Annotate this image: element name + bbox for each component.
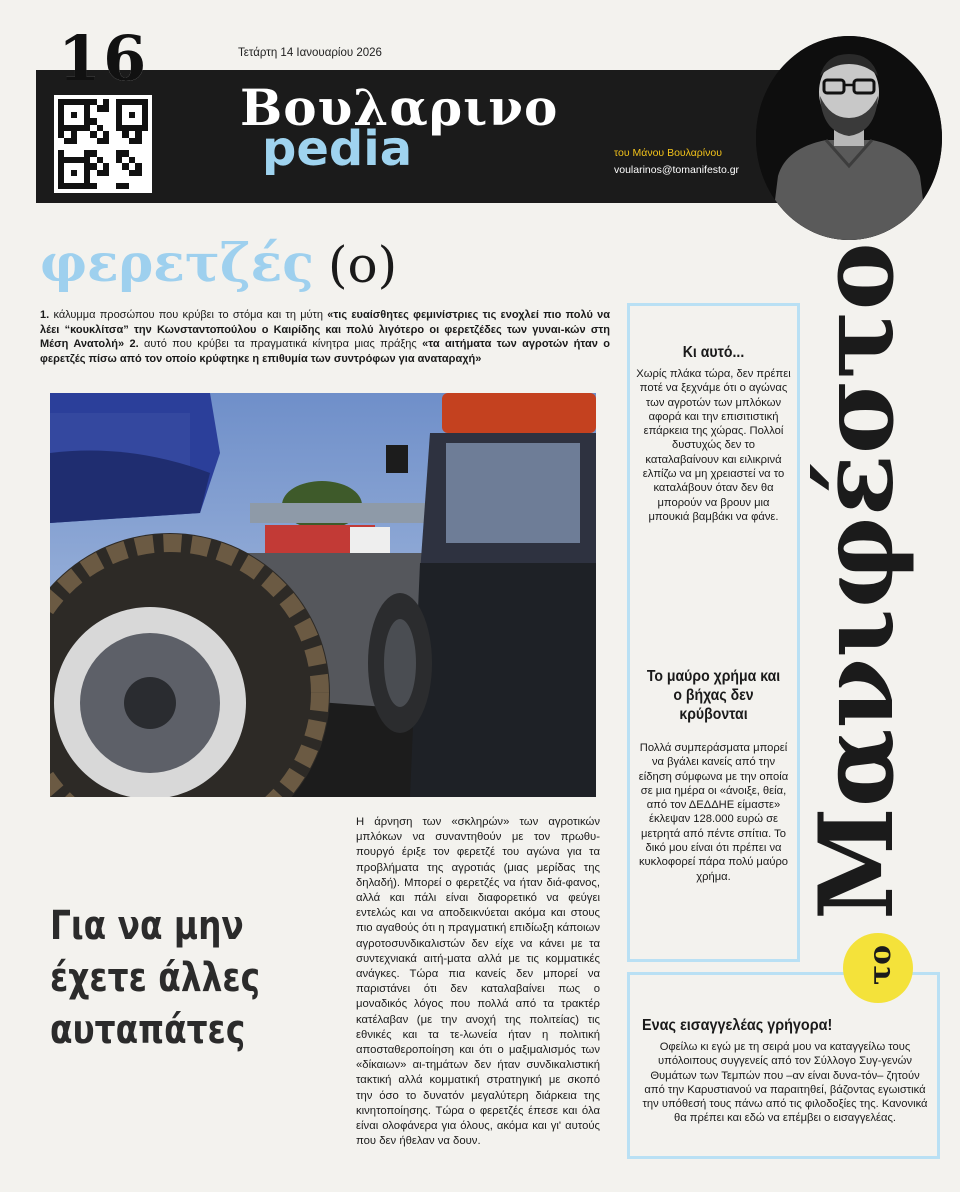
box3-title: Ενας εισαγγελέας γρήγορα! [642, 1017, 833, 1034]
headline-line-3: αυταπάτες [50, 1007, 246, 1053]
definition-number-1: 1. [40, 309, 50, 321]
page-number: 16 [58, 22, 149, 95]
definition-example-1: «τις ευαίσθητες φεμινίστριες τις ενοχλεί πιο πολύ να λέει “κουκλίτσα” την Κωνσταντοπούλου ο Καιρίδης και πολύ λιγότερο οι φερετζέδες των γυναι-κών στη Μέση Ανατολή» [40, 309, 610, 350]
definition-text [40, 308, 610, 366]
author-byline: του Μάνου Βουλαρίνου [614, 147, 722, 159]
author-email[interactable]: voularinos@tomanifesto.gr [614, 164, 740, 176]
box1-text: Χωρίς πλάκα τώρα, δεν πρέπει ποτέ να ξεχνάμε ότι ο αγώνας των αγροτών των μπλόκων αφορά και την επισιτιστική επάρκεια της χώρας. Πολλοί δυστυχώς δεν το καταλαβαίνουν και ειλικρινά ελπίζω να μη χρειαστεί να το καταλάβουν όταν δεν θα μπορούν να βρουν μια μπουκιά βαμβάκι να φάνε. [636, 368, 791, 523]
column-name-article: το [863, 944, 898, 985]
headword-gender-tag: (ο) [328, 236, 398, 294]
author-photo [756, 36, 942, 240]
issue-date: Τετάρτη 14 Ιανουαρίου 2026 [238, 47, 382, 59]
box2-title: Το μαύρο χρήμα και ο βήχας δεν κρύβονται [646, 668, 781, 723]
article-body: Η άρνηση των «σκληρών» των αγροτικών μπλόκων να συναντηθούν με τον πρωθυ-πουργό έριξε τον φερετζέ του αγώνα για τα προβλήματα της αγροτιάς (μιας μερίδας της δηλαδή). Μπορεί ο φερετζές να ήταν διά-φανος, αλλά και πάλι είναι διαφορετικό να φεύγει εντελώς και να αποδεικνύεται ακόμα και στους πιο αγαθούς ότι η πραγματική επιδίωξη κάποιων αγροτοσυνδικαλιστών δεν είχε να κάνει με τα συντεχνιακά αιτή-ματα αλλά με τις κομματικές ανάγκες. Τώρα πια κανείς δεν μπορεί να παριστάνει ότι δεν καταλαβαίνει πως ο μοναδικός λόγος που πολλά από τα τρακτέρ κατέλαβαν (με την ανοχή της πολιτείας) τις εθνικές και τα τε-λωνεία ήταν η πολιτική αποσταθεροποίηση και ότι ο μαξιμαλισμός των «δίκαιων» αι-τημάτων δεν ήταν συνδικαλιστική τακτική αλλά κομματική στρατηγική με σκοπό την όσο το δυνατόν μεγαλύτερη διάρκεια της κινητοποίησης. Τώρα ο φερετζές έπεσε και όλα είναι ολοφάνερα για όλους, ακόμα και γι' αυτούς που δεν ήθελαν να δουν. [356, 816, 600, 1148]
definition-2: αυτό που κρύβει τα πραγματικά κίνητρα μιας πράξης [138, 338, 423, 350]
headline-line-1: Για να μην [50, 903, 244, 949]
box3-text: Οφείλω κι εγώ με τη σειρά μου να καταγγείλω τους υπόλοιπους συγγενείς από τον Σύλλογο Συγ-γενών Θυμάτων των Τεμπών που –αν είναι δυνα-τόν– ζητούν από την Καρυστιανού να παραιτηθεί, βάζοντας εγωιστικά την υπόθεσή τους πάνω από τις φιλοδοξίες της. Κανονικά θα πρέπει και εδώ να επέμβει ο εισαγγελέας. [642, 1041, 928, 1125]
article-headline [50, 900, 271, 1056]
column-name-vertical: Μανιφέστο [797, 242, 917, 920]
box1-title: Κι αυτό... [682, 344, 745, 361]
qr-code-icon[interactable] [54, 95, 152, 193]
column-logo-title: Βουλαρινο [240, 78, 559, 137]
definition-example-2: «τα αιτήματα των αγροτών ήταν ο φερετζές πίσω από τον οποίο κρύφτηκε η επιθυμία των συντρόφων για αναταραχή» [40, 338, 610, 365]
definition-1: κάλυμμα προσώπου που κρύβει το στόμα και τη μύτη [49, 309, 328, 321]
headword: φερετζές [40, 233, 314, 294]
column-logo-subtitle: pedia [262, 121, 413, 177]
tractors-photo [50, 393, 596, 797]
definition-number-2: 2. [124, 338, 139, 350]
headline-line-2: έχετε άλλες [50, 955, 261, 1001]
box2-text: Πολλά συμπεράσματα μπορεί να βγάλει κανείς από την είδηση σύμφωνα με την οποία σε μια ημέρα οι «άνοιξε, θεία, από τον ΔΕΔΔΗΕ είμαστε» έκλεψαν 128.000 ευρώ σε μετρητά από πέντε σπίτια. Το δικό μου είναι ότι πρέπει να κυκλοφορεί πάρα πολύ μαύρο χρήμα. [638, 742, 789, 883]
